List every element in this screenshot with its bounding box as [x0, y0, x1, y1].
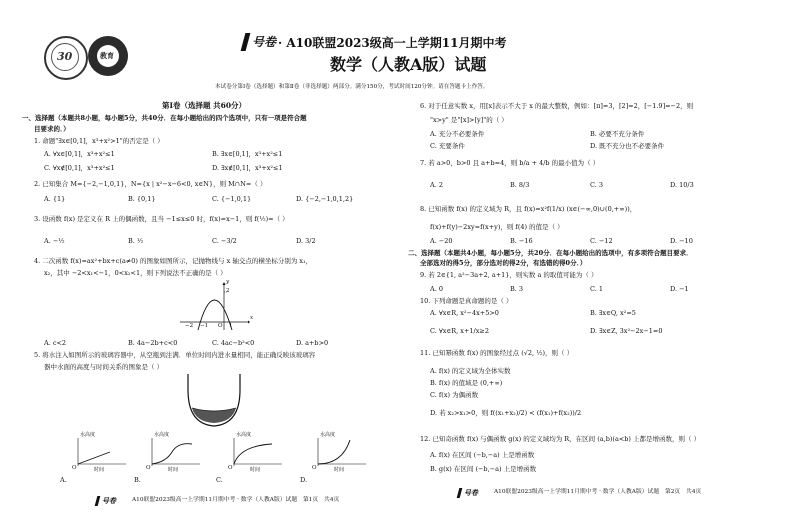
q7-option-d: D. 10/3 — [670, 181, 694, 189]
q4-label-two: 2 — [226, 288, 230, 294]
graph-d-origin: O — [312, 465, 317, 471]
q1-option-a: A. ∀x∈[0,1]，x³+x²≤1 — [44, 150, 115, 158]
question-9: 9. 若 2∈{1, a²−3a+2, a+1}，则实数 a 的取值可能为（ ） — [420, 271, 598, 279]
graph-d-xlabel: 时间 — [334, 467, 345, 473]
question-8-line2: f(x)+f(y)−2xy=f(x+y)，则 f(4) 的值是（ ） — [430, 223, 564, 231]
q2-option-c: C. {−1,0,1} — [212, 195, 252, 203]
q6-option-d: D. 既不充分也不必要条件 — [590, 142, 665, 150]
q7-option-a: A. 2 — [430, 181, 443, 189]
question-4: 4. 二次函数 f(x)=ax²+bx+c(a≠0) 的图象如图所示，记抛物线与 x 轴交点的横坐标分别为 x₁， — [34, 257, 313, 265]
graph-a-ylabel: 水高度 — [80, 432, 96, 438]
q8-option-c: C. −12 — [590, 237, 613, 245]
q1-option-c: C. ∀x∉[0,1]，x³+x²≤1 — [44, 164, 115, 172]
footer-left-brand: 号卷 — [102, 496, 116, 505]
q4-label-origin: O — [218, 323, 223, 329]
q1-option-d: D. ∃x∉[0,1]，x³+x²≤1 — [212, 164, 283, 172]
question-11: 11. 已知幂函数 f(x) 的图象经过点 (√2, ½)，则（ ） — [420, 349, 574, 357]
q4-option-b: B. 4a−2b+c<0 — [128, 339, 178, 347]
graph-c-ylabel: 水高度 — [236, 432, 252, 438]
q9-option-b: B. 3 — [510, 285, 524, 293]
footer-left-brand-icon — [95, 496, 101, 506]
q3-option-d: D. 3/2 — [296, 237, 316, 245]
graph-c-xlabel: 时间 — [250, 467, 261, 473]
option-graph-b — [146, 436, 202, 470]
q8-option-d: D. −10 — [670, 237, 693, 245]
school-logo-left — [44, 36, 88, 80]
q11-option-d: D. 若 x₂>x₁>0，则 f((x₁+x₂)/2) < (f(x₁)+f(x₂))/2 — [430, 409, 582, 417]
footer-right: A10联盟2023级高一上学期11月期中考 · 数学（人教A版）试题 第2页 共4页 — [494, 489, 702, 495]
q6-option-a: A. 充分不必要条件 — [430, 130, 485, 138]
graph-d-letter: D. — [300, 476, 308, 484]
q4-option-a: A. c<2 — [44, 339, 67, 347]
q7-option-b: B. 8/3 — [510, 181, 530, 189]
q4-option-d: D. a+b>0 — [296, 339, 329, 347]
part1-heading-2: 目要求的．） — [34, 125, 70, 133]
q11-option-c: C. f(x) 为偶函数 — [430, 391, 479, 399]
q9-option-c: C. 1 — [590, 285, 604, 293]
logo-left-text: 30 — [57, 50, 73, 63]
footer-right-brand: 号卷 — [464, 488, 478, 497]
question-6-line2: "x>y" 是"[x]>[y]"的（ ） — [430, 116, 508, 124]
question-3: 3. 设函数 f(x) 是定义在 R 上的偶函数，且当 −1≤x≤0 时，f(x)=x−1，则 f(½)=（ ） — [34, 215, 289, 223]
q4-label-x: x — [250, 315, 254, 321]
exam-notice: 本试卷分第Ⅰ卷（选择题）和第Ⅱ卷（非选择题）两部分。满分150分，考试时间120分钟。请在答题卡上作答。 — [215, 84, 489, 90]
question-5: 5. 将水注入如图所示的玻璃容器中，从空瓶到注满．单位时间内进水量相同，能正确反映该玻璃容 — [34, 351, 316, 359]
q7-option-c: C. 3 — [590, 181, 604, 189]
q4-label-y: y — [226, 279, 230, 285]
question-10: 10. 下列命题是真命题的是（ ） — [420, 297, 513, 305]
q2-option-b: B. {0,1} — [128, 195, 156, 203]
graph-a-origin: O — [72, 465, 77, 471]
q6-option-c: C. 充要条件 — [430, 142, 465, 150]
exam-subtitle: 数学（人教A版）试题 — [330, 55, 487, 74]
q4-label-minus2: −2 — [185, 323, 194, 329]
brand-mark-icon — [241, 33, 251, 51]
exam-title: · A10联盟2023级高一上学期11月期中考 — [278, 36, 507, 50]
option-graph-a — [72, 436, 128, 470]
logo-right-text: 教育 — [100, 51, 114, 60]
graph-b-xlabel: 时间 — [168, 467, 179, 473]
q1-option-b: B. ∃x∈[0,1]，x³+x²≤1 — [212, 150, 283, 158]
q2-option-d: D. {−2,−1,0,1,2} — [296, 195, 354, 203]
q8-option-b: B. −16 — [510, 237, 533, 245]
question-4-line2: x₂，其中 −2<x₁<−1，0<x₂<1，则下列说法不正确的是（ ） — [44, 269, 227, 277]
q4-label-one: 1 — [229, 323, 233, 329]
q3-option-b: B. ½ — [128, 237, 144, 245]
q4-label-minus1: −1 — [200, 323, 209, 329]
q12-option-a: A. f(x) 在区间 (−b,−a) 上是增函数 — [430, 451, 535, 459]
q9-option-d: D. −1 — [670, 285, 689, 293]
part2-heading: 二、选择题（本题共4小题，每小题5分，共20分．在每小题给出的选项中，有多项符合题目要求． — [408, 249, 693, 257]
glass-container-figure — [184, 372, 244, 430]
q6-option-b: B. 必要不充分条件 — [590, 130, 645, 138]
q10-option-a: A. ∀x∈R, x²−4x+5>0 — [430, 309, 499, 317]
graph-c-letter: C. — [216, 476, 223, 484]
footer-left: A10联盟2023级高一上学期11月期中考 · 数学（人教A版）试题 第1页 共4页 — [132, 497, 340, 503]
q8-option-a: A. −20 — [430, 237, 453, 245]
question-5-line2: 器中水面的高度与时间关系的图象是（ ） — [44, 363, 164, 371]
part2-heading-2: 全部选对的得5分，部分选对的得2分，有选错的得0分．） — [420, 259, 587, 267]
q4-option-c: C. 4ac−b²<0 — [212, 339, 255, 347]
question-8: 8. 已知函数 f(x) 的定义域为 R，且 f(x)=x²f(1/x) (x∈(−∞,0)∪(0,+∞))， — [420, 205, 637, 213]
graph-a-letter: A. — [60, 476, 67, 484]
option-graph-d — [312, 436, 368, 470]
q12-option-b: B. g(x) 在区间 (−b,−a) 上是增函数 — [430, 465, 537, 473]
q10-option-c: C. ∀x∈R, x+1/x≥2 — [430, 327, 489, 335]
q2-option-a: A. {1} — [44, 195, 66, 203]
graph-a-xlabel: 时间 — [94, 467, 105, 473]
question-7: 7. 若 a>0，b>0 且 a+b=4，则 b/a + 4/b 的最小值为（ ） — [420, 159, 600, 167]
graph-c-origin: O — [228, 465, 233, 471]
q11-option-a: A. f(x) 的定义域为全体实数 — [430, 367, 511, 375]
q11-option-b: B. f(x) 的值域是 (0,+∞) — [430, 379, 503, 387]
part1-heading: 一、选择题（本题共8小题，每小题5分，共40分．在每小题给出的四个选项中，只有一项是符合题 — [22, 114, 307, 122]
graph-b-origin: O — [146, 465, 151, 471]
q9-option-a: A. 0 — [430, 285, 443, 293]
graph-d-ylabel: 水高度 — [320, 432, 336, 438]
graph-b-ylabel: 水高度 — [154, 432, 170, 438]
school-logo-right — [88, 36, 128, 76]
section-title: 第Ⅰ卷（选择题 共60分） — [162, 101, 247, 110]
q10-option-b: B. ∃x∈Q, x²=5 — [590, 309, 636, 317]
q10-option-d: D. ∃x∈Z, 3x²−2x−1=0 — [590, 327, 663, 335]
question-12: 12. 已知奇函数 f(x) 与偶函数 g(x) 的定义域均为 R，在区间 (a,b)(a<b) 上都是增函数，则（ ） — [420, 435, 701, 443]
brand-name: 号卷 — [252, 35, 277, 49]
option-graph-c — [228, 436, 284, 470]
footer-right-brand-icon — [457, 488, 463, 498]
q3-option-a: A. −½ — [44, 237, 65, 245]
question-1: 1. 命题"∃x∈[0,1]，x³+x²>1"的否定是（ ） — [34, 137, 164, 145]
question-6: 6. 对于任意实数 x，用[x]表示不大于 x 的最大整数，例如：[π]=3，[2]=2，[−1.9]=−2，则 — [420, 102, 694, 110]
q3-option-c: C. −3/2 — [212, 237, 237, 245]
graph-b-letter: B. — [134, 476, 141, 484]
question-2: 2. 已知集合 M={−2,−1,0,1}，N={x | x²−x−6<0, x∈N}，则 M∩N=（ ） — [34, 180, 267, 188]
